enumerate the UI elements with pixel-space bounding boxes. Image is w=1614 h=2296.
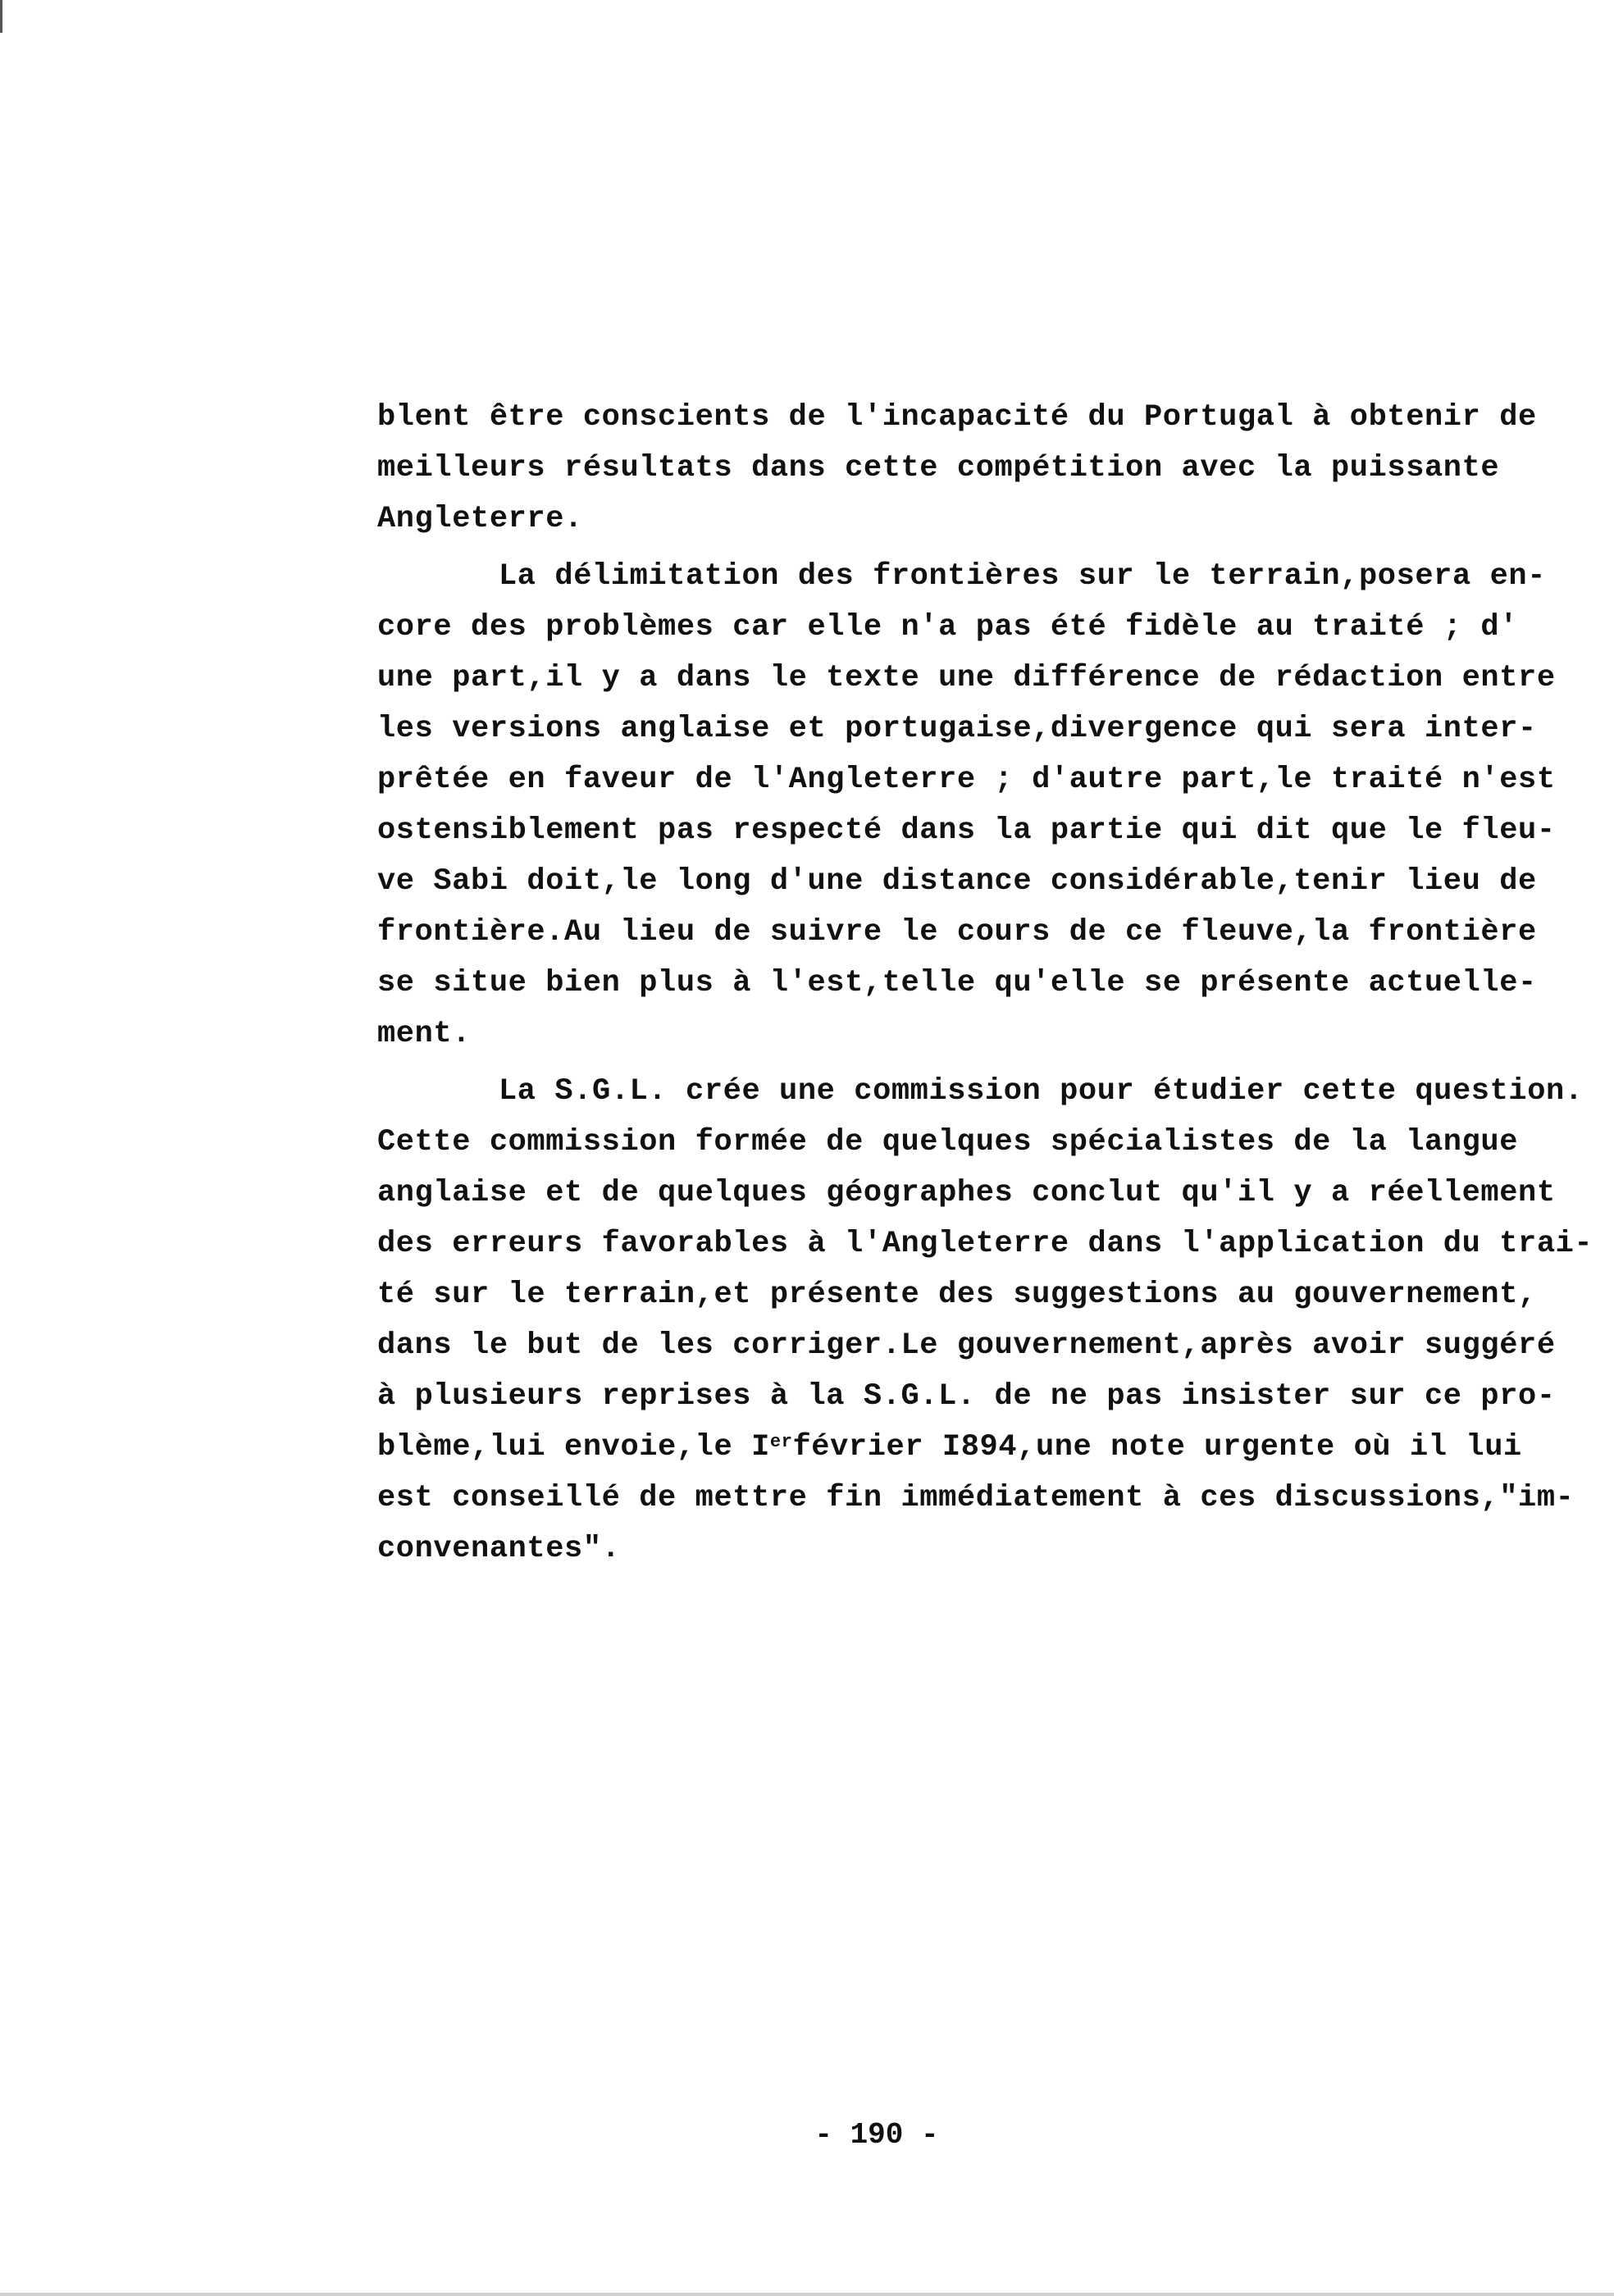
text-line: est conseillé de mettre fin immédiatement à ces discussions,"im- (377, 1481, 1575, 1515)
text-line-date (377, 1422, 1522, 1473)
text-line: té sur le terrain,et présente des suggestions au gouvernement, (377, 1278, 1537, 1312)
page-number: - 190 - (814, 2118, 939, 2152)
ordinal-superscript: er (769, 1432, 793, 1452)
text-line: se situe bien plus à l'est,telle qu'elle se présente actuelle- (377, 966, 1537, 1000)
text-line: des erreurs favorables à l'Angleterre dans l'application du trai- (377, 1227, 1593, 1261)
text-line: une part,il y a dans le texte une différence de rédaction entre (377, 661, 1556, 695)
text-line: convenantes". (377, 1532, 621, 1566)
paragraph-3 (377, 1066, 1593, 1574)
text-line: core des problèmes car elle n'a pas été fidèle au traité ; d' (377, 610, 1519, 645)
scan-edge-mark (0, 0, 2, 33)
text-line: Cette commission formée de quelques spécialistes de la langue (377, 1125, 1519, 1159)
text-line: anglaise et de quelques géographes conclut qu'il y a réellement (377, 1176, 1556, 1210)
text-line: meilleurs résultats dans cette compétition avec la puissante (377, 451, 1500, 485)
text-line: dans le but de les corriger.Le gouvernement,après avoir suggéré (377, 1328, 1556, 1363)
text-line: Angleterre. (377, 502, 583, 536)
text-line: La délimitation des frontières sur le terrain,posera en- (499, 559, 1547, 594)
scan-bottom-edge (0, 2293, 1614, 2296)
date-line-rest: février I894,une note urgente où il lui (792, 1430, 1522, 1465)
text-line: frontière.Au lieu de suivre le cours de ce fleuve,la frontière (377, 915, 1537, 950)
text-line: blent être conscients de l'incapacité du Portugal à obtenir de (377, 400, 1537, 435)
date-line-start: blème,lui envoie,le I (377, 1430, 770, 1465)
text-line: les versions anglaise et portugaise,divergence qui sera inter- (377, 712, 1537, 746)
text-line: ment. (377, 1017, 472, 1051)
paragraph-2 (377, 551, 1556, 1059)
paragraph-1 (377, 392, 1537, 544)
text-line: ve Sabi doit,le long d'une distance considérable,tenir lieu de (377, 864, 1537, 899)
text-line: La S.G.L. crée une commission pour étudier cette question. (499, 1074, 1584, 1109)
text-line: à plusieurs reprises à la S.G.L. de ne pas insister sur ce pro- (377, 1379, 1556, 1414)
text-line: ostensiblement pas respecté dans la partie qui dit que le fleu- (377, 813, 1556, 848)
text-line: prêtée en faveur de l'Angleterre ; d'autre part,le traité n'est (377, 763, 1556, 797)
document-body (377, 392, 1593, 1574)
